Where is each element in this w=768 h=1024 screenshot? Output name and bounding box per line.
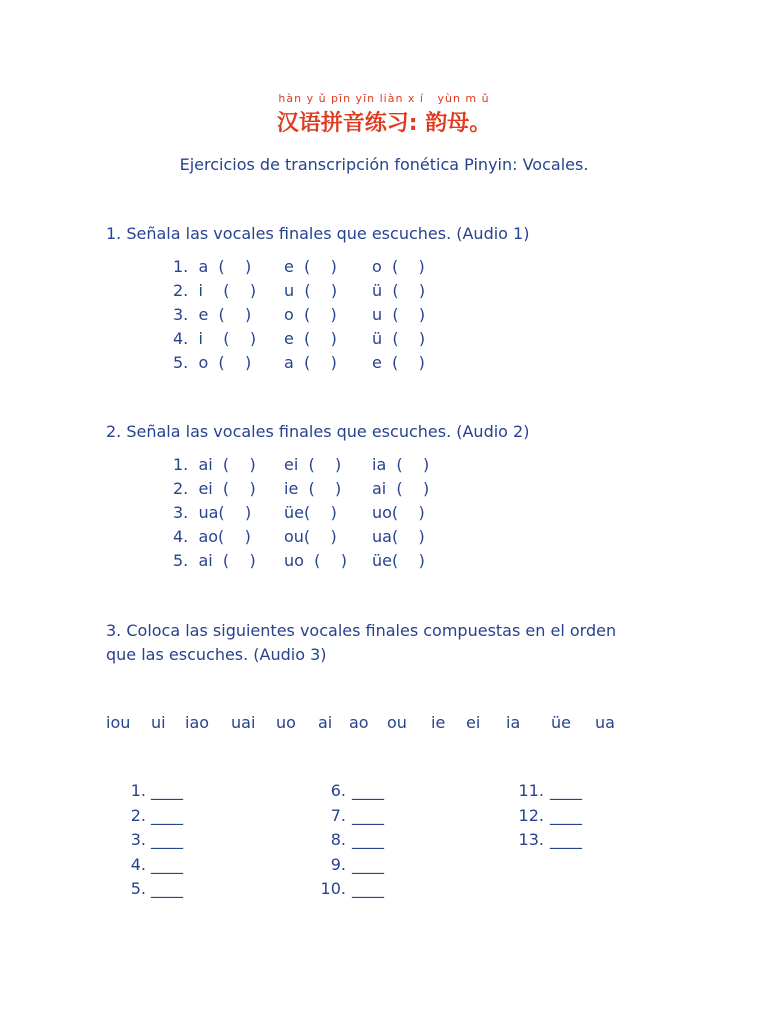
section-2-item: 1. ai ( ): [173, 455, 256, 474]
answer-blank: ____: [151, 781, 183, 800]
section-2-heading: 2. Señala las vocales finales que escuches. (Audio 2): [106, 422, 530, 441]
answer-blank: ____: [151, 830, 183, 849]
answer-number: 6.: [330, 781, 346, 800]
section-2-item: ia ( ): [372, 455, 430, 474]
section-1-item: 2. i ( ): [173, 281, 257, 300]
option-item: ui: [151, 713, 166, 732]
option-item: ai: [318, 713, 333, 732]
title-pinyin: hàn y ǔ pīn yīn liàn x í yùn m ǔ: [278, 92, 490, 105]
answer-number: 13.: [518, 830, 544, 849]
option-item: iao: [185, 713, 210, 732]
answer-blank: ____: [352, 781, 384, 800]
option-item: ou: [387, 713, 407, 732]
section-2-item: ei ( ): [284, 455, 342, 474]
answer-number: 11.: [518, 781, 544, 800]
section-1-item: o ( ): [284, 305, 337, 324]
section-1-item: ü ( ): [372, 281, 426, 300]
section-3-heading-line-2: que las escuches. (Audio 3): [106, 645, 327, 664]
answer-blank: ____: [151, 805, 183, 825]
section-2-item: üe( ): [284, 503, 337, 522]
section-3-heading-line-1: 3. Coloca las siguientes vocales finales compuestas en el orden: [106, 621, 617, 640]
section-1-item: 3. e ( ): [173, 305, 252, 324]
section-2-item: 4. ao( ): [173, 527, 251, 546]
answer-blank: ____: [352, 805, 384, 825]
section-2-item: ai ( ): [372, 479, 430, 498]
answer-number: 4.: [130, 854, 146, 874]
section-1-item: 1. a ( ): [173, 257, 252, 276]
section-2-item: uo ( ): [284, 551, 347, 570]
answer-number: 12.: [518, 805, 544, 825]
option-item: üe: [551, 713, 571, 732]
section-2-item: ie ( ): [284, 479, 342, 498]
section-1-heading: 1. Señala las vocales finales que escuches. (Audio 1): [106, 224, 530, 243]
answer-blank: ____: [550, 781, 582, 800]
section-1-item: o ( ): [372, 257, 425, 276]
section-1-item: e ( ): [284, 257, 337, 276]
answer-number: 5.: [130, 879, 146, 898]
section-1-item: 4. i ( ): [173, 329, 257, 348]
section-2-item: ua( ): [372, 527, 425, 546]
section-1-item: e ( ): [284, 329, 337, 348]
answer-blank: ____: [352, 854, 384, 874]
option-item: ua: [595, 713, 615, 732]
section-2-item: uo( ): [372, 503, 425, 522]
section-2-item: 5. ai ( ): [173, 551, 256, 570]
answer-blank: ____: [550, 805, 582, 825]
page-title: 汉语拼音练习: 韵母。: [276, 111, 492, 136]
answer-number: 10.: [320, 879, 346, 898]
answer-number: 1.: [130, 781, 146, 800]
option-item: ie: [431, 713, 446, 732]
section-1-item: e ( ): [372, 353, 425, 372]
answer-blank: ____: [550, 830, 582, 849]
answer-blank: ____: [352, 830, 384, 849]
answer-blank: ____: [352, 879, 384, 898]
option-item: uo: [276, 713, 296, 732]
option-item: ei: [466, 713, 481, 732]
answer-number: 2.: [130, 805, 146, 825]
section-2-item: 3. ua( ): [173, 503, 252, 522]
section-1-item: u ( ): [284, 281, 338, 300]
section-2-item: 2. ei ( ): [173, 479, 256, 498]
option-item: ia: [506, 713, 521, 732]
option-item: uai: [231, 713, 256, 732]
section-1-item: a ( ): [284, 353, 337, 372]
option-item: ao: [349, 713, 369, 732]
answer-number: 9.: [330, 854, 346, 874]
answer-number: 7.: [330, 805, 346, 825]
section-1-item: ü ( ): [372, 329, 426, 348]
answer-number: 8.: [330, 830, 346, 849]
answer-blank: ____: [151, 854, 183, 874]
section-1-item: u ( ): [372, 305, 426, 324]
option-item: iou: [106, 713, 131, 732]
page-subtitle: Ejercicios de transcripción fonética Pinyin: Vocales.: [179, 155, 589, 174]
section-1-item: 5. o ( ): [173, 353, 252, 372]
section-2-item: üe( ): [372, 551, 425, 570]
answer-blank: ____: [151, 879, 183, 898]
answer-number: 3.: [130, 830, 146, 849]
section-2-item: ou( ): [284, 527, 337, 546]
